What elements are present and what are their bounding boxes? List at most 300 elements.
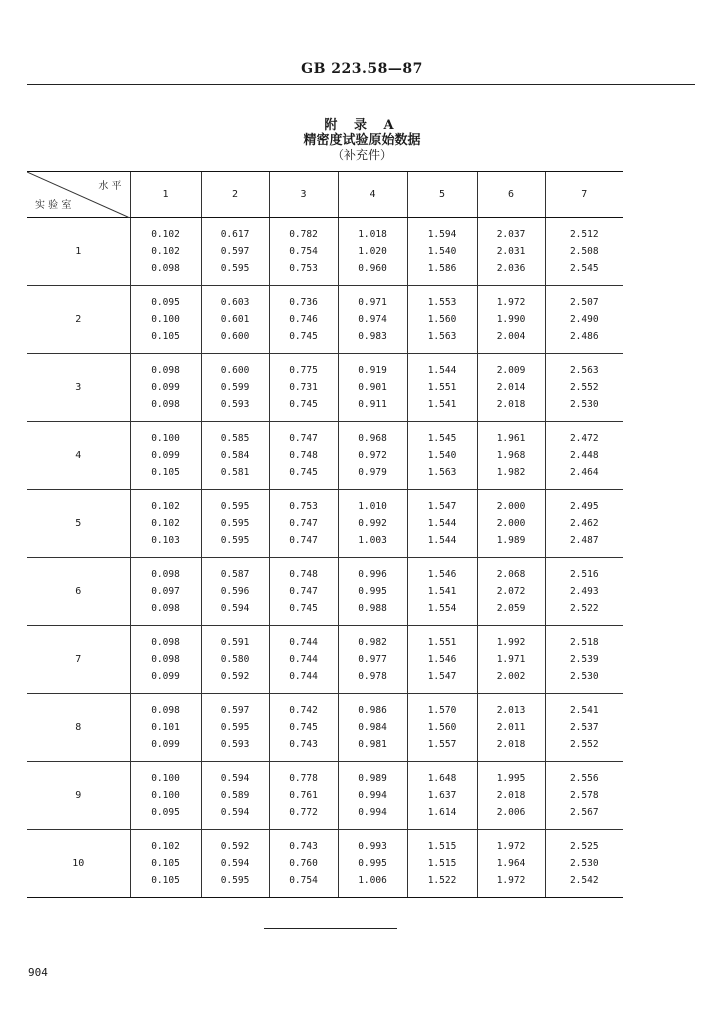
measurement-value: 2.541 bbox=[569, 705, 599, 716]
data-cell bbox=[269, 422, 338, 490]
measurement-value: 2.472 bbox=[569, 433, 599, 444]
measurement-value: 1.972 bbox=[496, 841, 526, 852]
measurement-value: 1.961 bbox=[496, 433, 526, 444]
data-cell bbox=[407, 762, 477, 830]
data-cell bbox=[477, 286, 545, 354]
measurement-value: 1.540 bbox=[427, 246, 457, 257]
measurement-value: 0.754 bbox=[289, 246, 318, 257]
measurement-value: 0.772 bbox=[289, 807, 318, 818]
measurement-value: 1.570 bbox=[427, 705, 457, 716]
measurement-value: 0.095 bbox=[151, 807, 180, 818]
measurement-value: 0.746 bbox=[289, 314, 318, 325]
measurement-value: 0.745 bbox=[289, 399, 318, 410]
lab-number: 5 bbox=[27, 490, 130, 558]
measurement-value: 0.595 bbox=[220, 518, 250, 529]
measurement-value: 0.098 bbox=[151, 705, 180, 716]
measurement-value: 0.594 bbox=[220, 807, 250, 818]
measurement-value: 1.553 bbox=[427, 297, 457, 308]
measurement-value: 2.036 bbox=[496, 263, 526, 274]
data-cell bbox=[201, 558, 269, 626]
measurement-value: 0.993 bbox=[358, 841, 387, 852]
measurement-value: 0.988 bbox=[358, 603, 387, 614]
measurement-value: 1.648 bbox=[427, 773, 457, 784]
data-cell bbox=[201, 490, 269, 558]
measurement-value: 1.995 bbox=[496, 773, 526, 784]
column-header-7: 7 bbox=[545, 172, 623, 218]
measurement-value: 0.761 bbox=[289, 790, 318, 801]
measurement-value: 0.105 bbox=[151, 331, 180, 342]
table-row bbox=[27, 490, 623, 558]
data-cell bbox=[477, 490, 545, 558]
measurement-value: 1.551 bbox=[427, 382, 457, 393]
lab-number: 9 bbox=[27, 762, 130, 830]
data-cell bbox=[130, 218, 201, 286]
measurement-value: 0.102 bbox=[151, 501, 180, 512]
data-cell bbox=[407, 830, 477, 898]
measurement-value: 2.031 bbox=[496, 246, 526, 257]
table-row bbox=[27, 694, 623, 762]
measurement-value: 1.972 bbox=[496, 875, 526, 886]
appendix-title-block bbox=[0, 118, 724, 163]
data-cell bbox=[130, 490, 201, 558]
measurement-value: 1.540 bbox=[427, 450, 457, 461]
data-cell bbox=[201, 694, 269, 762]
measurement-value: 1.547 bbox=[427, 501, 457, 512]
data-cell bbox=[545, 354, 623, 422]
measurement-value: 1.964 bbox=[496, 858, 526, 869]
data-cell bbox=[545, 830, 623, 898]
measurement-value: 1.614 bbox=[427, 807, 457, 818]
data-cell bbox=[545, 694, 623, 762]
data-cell bbox=[407, 626, 477, 694]
measurement-value: 0.095 bbox=[151, 297, 180, 308]
measurement-value: 0.747 bbox=[289, 586, 318, 597]
appendix-label: 附 录 A bbox=[324, 118, 400, 133]
measurement-value: 0.744 bbox=[289, 637, 318, 648]
measurement-value: 0.595 bbox=[220, 501, 250, 512]
measurement-value: 0.743 bbox=[289, 739, 318, 750]
measurement-value: 1.515 bbox=[427, 858, 457, 869]
column-header-1: 1 bbox=[130, 172, 201, 218]
measurement-value: 0.754 bbox=[289, 875, 318, 886]
measurement-value: 2.068 bbox=[496, 569, 526, 580]
measurement-value: 0.747 bbox=[289, 535, 318, 546]
measurement-value: 0.984 bbox=[358, 722, 387, 733]
measurement-value: 2.522 bbox=[569, 603, 599, 614]
data-cell bbox=[407, 422, 477, 490]
measurement-value: 1.541 bbox=[427, 586, 457, 597]
measurement-value: 2.013 bbox=[496, 705, 526, 716]
measurement-value: 0.992 bbox=[358, 518, 387, 529]
column-header-5: 5 bbox=[407, 172, 477, 218]
table-row bbox=[27, 830, 623, 898]
measurement-value: 2.464 bbox=[569, 467, 599, 478]
measurement-value: 1.551 bbox=[427, 637, 457, 648]
measurement-value: 0.100 bbox=[151, 773, 180, 784]
measurement-value: 0.592 bbox=[220, 671, 250, 682]
measurement-value: 1.554 bbox=[427, 603, 457, 614]
table-row bbox=[27, 218, 623, 286]
measurement-value: 2.462 bbox=[569, 518, 599, 529]
measurement-value: 0.983 bbox=[358, 331, 387, 342]
measurement-value: 0.593 bbox=[220, 399, 250, 410]
data-cell bbox=[407, 354, 477, 422]
measurement-value: 0.099 bbox=[151, 671, 180, 682]
measurement-value: 0.745 bbox=[289, 467, 318, 478]
measurement-value: 0.600 bbox=[220, 365, 250, 376]
data-cell bbox=[338, 626, 407, 694]
measurement-value: 0.593 bbox=[220, 739, 250, 750]
standard-code: GB 223.58—87 bbox=[301, 61, 423, 77]
measurement-value: 1.546 bbox=[427, 569, 457, 580]
measurement-value: 1.018 bbox=[358, 229, 387, 240]
data-cell bbox=[269, 694, 338, 762]
data-cell bbox=[130, 694, 201, 762]
measurement-value: 0.747 bbox=[289, 433, 318, 444]
measurement-value: 0.105 bbox=[151, 858, 180, 869]
measurement-value: 1.522 bbox=[427, 875, 457, 886]
measurement-value: 2.552 bbox=[569, 382, 599, 393]
data-cell bbox=[545, 762, 623, 830]
measurement-value: 2.545 bbox=[569, 263, 599, 274]
data-cell bbox=[477, 626, 545, 694]
data-cell bbox=[477, 762, 545, 830]
measurement-value: 0.753 bbox=[289, 501, 318, 512]
measurement-value: 0.978 bbox=[358, 671, 387, 682]
column-header-2: 2 bbox=[201, 172, 269, 218]
measurement-value: 2.004 bbox=[496, 331, 526, 342]
lab-number: 6 bbox=[27, 558, 130, 626]
column-header-3: 3 bbox=[269, 172, 338, 218]
measurement-value: 1.594 bbox=[427, 229, 457, 240]
data-cell bbox=[269, 626, 338, 694]
measurement-value: 2.537 bbox=[569, 722, 599, 733]
lab-number: 10 bbox=[27, 830, 130, 898]
measurement-value: 0.778 bbox=[289, 773, 318, 784]
measurement-value: 1.560 bbox=[427, 722, 457, 733]
measurement-value: 2.525 bbox=[569, 841, 599, 852]
table-body bbox=[27, 218, 623, 898]
measurement-value: 2.542 bbox=[569, 875, 599, 886]
column-header-4: 4 bbox=[338, 172, 407, 218]
measurement-value: 2.539 bbox=[569, 654, 599, 665]
measurement-value: 0.599 bbox=[220, 382, 250, 393]
table-corner-cell bbox=[27, 172, 130, 218]
measurement-value: 2.518 bbox=[569, 637, 599, 648]
data-cell bbox=[545, 422, 623, 490]
measurement-value: 0.901 bbox=[358, 382, 387, 393]
data-cell bbox=[130, 422, 201, 490]
measurement-value: 1.544 bbox=[427, 518, 457, 529]
lab-number: 3 bbox=[27, 354, 130, 422]
measurement-value: 2.508 bbox=[569, 246, 599, 257]
table-header-row bbox=[27, 172, 623, 218]
measurement-value: 0.098 bbox=[151, 263, 180, 274]
data-cell bbox=[269, 762, 338, 830]
measurement-value: 2.530 bbox=[569, 399, 599, 410]
data-cell bbox=[269, 558, 338, 626]
measurement-value: 2.490 bbox=[569, 314, 599, 325]
measurement-value: 1.515 bbox=[427, 841, 457, 852]
measurement-value: 1.006 bbox=[358, 875, 387, 886]
header-rule bbox=[27, 84, 695, 85]
measurement-value: 1.547 bbox=[427, 671, 457, 682]
measurement-value: 0.745 bbox=[289, 603, 318, 614]
measurement-value: 0.747 bbox=[289, 518, 318, 529]
measurement-value: 0.100 bbox=[151, 790, 180, 801]
measurement-value: 0.102 bbox=[151, 229, 180, 240]
measurement-value: 0.736 bbox=[289, 297, 318, 308]
measurement-value: 1.563 bbox=[427, 331, 457, 342]
table-row bbox=[27, 762, 623, 830]
data-cell bbox=[338, 694, 407, 762]
data-cell bbox=[338, 354, 407, 422]
measurement-value: 0.584 bbox=[220, 450, 250, 461]
measurement-value: 0.996 bbox=[358, 569, 387, 580]
data-cell bbox=[545, 558, 623, 626]
data-cell bbox=[130, 626, 201, 694]
table-row bbox=[27, 626, 623, 694]
data-cell bbox=[338, 286, 407, 354]
measurement-value: 2.530 bbox=[569, 671, 599, 682]
measurement-value: 2.006 bbox=[496, 807, 526, 818]
measurement-value: 0.098 bbox=[151, 365, 180, 376]
measurement-value: 2.018 bbox=[496, 790, 526, 801]
measurement-value: 2.556 bbox=[569, 773, 599, 784]
measurement-value: 1.003 bbox=[358, 535, 387, 546]
data-cell bbox=[201, 762, 269, 830]
page-number: 904 bbox=[28, 966, 48, 979]
measurement-value: 0.581 bbox=[220, 467, 250, 478]
measurement-value: 0.979 bbox=[358, 467, 387, 478]
table-row bbox=[27, 422, 623, 490]
measurement-value: 0.585 bbox=[220, 433, 250, 444]
measurement-value: 0.099 bbox=[151, 739, 180, 750]
measurement-value: 0.748 bbox=[289, 450, 318, 461]
data-cell bbox=[130, 558, 201, 626]
measurement-value: 0.911 bbox=[358, 399, 387, 410]
measurement-value: 2.507 bbox=[569, 297, 599, 308]
data-cell bbox=[338, 218, 407, 286]
measurement-value: 2.552 bbox=[569, 739, 599, 750]
data-cell bbox=[477, 218, 545, 286]
lab-number: 8 bbox=[27, 694, 130, 762]
measurement-value: 0.982 bbox=[358, 637, 387, 648]
measurement-value: 0.591 bbox=[220, 637, 250, 648]
measurement-value: 0.603 bbox=[220, 297, 250, 308]
measurement-value: 2.014 bbox=[496, 382, 526, 393]
measurement-value: 0.105 bbox=[151, 875, 180, 886]
data-cell bbox=[407, 490, 477, 558]
measurement-value: 1.990 bbox=[496, 314, 526, 325]
data-cell bbox=[338, 830, 407, 898]
table-row bbox=[27, 286, 623, 354]
measurement-value: 0.103 bbox=[151, 535, 180, 546]
lab-number: 1 bbox=[27, 218, 130, 286]
measurement-value: 0.919 bbox=[358, 365, 387, 376]
measurement-value: 1.541 bbox=[427, 399, 457, 410]
precision-data-table bbox=[27, 171, 623, 898]
measurement-value: 0.994 bbox=[358, 790, 387, 801]
data-cell bbox=[201, 830, 269, 898]
measurement-value: 0.995 bbox=[358, 858, 387, 869]
measurement-value: 1.971 bbox=[496, 654, 526, 665]
measurement-value: 0.977 bbox=[358, 654, 387, 665]
measurement-value: 0.597 bbox=[220, 705, 250, 716]
data-cell bbox=[201, 286, 269, 354]
data-cell bbox=[338, 762, 407, 830]
measurement-value: 0.981 bbox=[358, 739, 387, 750]
table-row bbox=[27, 354, 623, 422]
measurement-value: 0.744 bbox=[289, 654, 318, 665]
data-cell bbox=[477, 694, 545, 762]
measurement-value: 0.742 bbox=[289, 705, 318, 716]
measurement-value: 0.601 bbox=[220, 314, 250, 325]
measurement-value: 0.580 bbox=[220, 654, 250, 665]
measurement-value: 2.512 bbox=[569, 229, 599, 240]
data-cell bbox=[269, 490, 338, 558]
data-cell bbox=[545, 286, 623, 354]
measurement-value: 0.099 bbox=[151, 450, 180, 461]
data-cell bbox=[201, 626, 269, 694]
data-cell bbox=[130, 762, 201, 830]
measurement-value: 0.974 bbox=[358, 314, 387, 325]
measurement-value: 2.448 bbox=[569, 450, 599, 461]
measurement-value: 0.097 bbox=[151, 586, 180, 597]
measurement-value: 0.597 bbox=[220, 246, 250, 257]
measurement-value: 0.589 bbox=[220, 790, 250, 801]
measurement-value: 0.753 bbox=[289, 263, 318, 274]
measurement-value: 1.586 bbox=[427, 263, 457, 274]
measurement-value: 0.995 bbox=[358, 586, 387, 597]
measurement-value: 1.560 bbox=[427, 314, 457, 325]
measurement-value: 0.100 bbox=[151, 433, 180, 444]
data-cell bbox=[130, 286, 201, 354]
measurement-value: 2.000 bbox=[496, 501, 526, 512]
measurement-value: 1.545 bbox=[427, 433, 457, 444]
measurement-value: 0.102 bbox=[151, 841, 180, 852]
measurement-value: 2.495 bbox=[569, 501, 599, 512]
measurement-value: 0.782 bbox=[289, 229, 318, 240]
measurement-value: 0.600 bbox=[220, 331, 250, 342]
measurement-value: 0.102 bbox=[151, 246, 180, 257]
data-cell bbox=[338, 558, 407, 626]
data-cell bbox=[477, 354, 545, 422]
measurement-value: 0.595 bbox=[220, 722, 250, 733]
measurement-value: 2.530 bbox=[569, 858, 599, 869]
measurement-value: 2.072 bbox=[496, 586, 526, 597]
measurement-value: 0.595 bbox=[220, 535, 250, 546]
measurement-value: 2.018 bbox=[496, 399, 526, 410]
measurement-value: 1.563 bbox=[427, 467, 457, 478]
measurement-value: 0.594 bbox=[220, 858, 250, 869]
appendix-note: （补充件） bbox=[331, 148, 392, 162]
corner-lab-label: 实 验 室 bbox=[35, 200, 72, 211]
measurement-value: 0.986 bbox=[358, 705, 387, 716]
measurement-value: 1.982 bbox=[496, 467, 526, 478]
data-cell bbox=[130, 830, 201, 898]
data-cell bbox=[269, 830, 338, 898]
measurement-value: 1.010 bbox=[358, 501, 387, 512]
measurement-value: 0.960 bbox=[358, 263, 387, 274]
measurement-value: 0.098 bbox=[151, 603, 180, 614]
lab-number: 7 bbox=[27, 626, 130, 694]
measurement-value: 0.595 bbox=[220, 875, 250, 886]
measurement-value: 1.020 bbox=[358, 246, 387, 257]
measurement-value: 0.760 bbox=[289, 858, 318, 869]
footer-rule bbox=[264, 928, 397, 929]
measurement-value: 0.594 bbox=[220, 773, 250, 784]
data-cell bbox=[269, 354, 338, 422]
measurement-value: 2.002 bbox=[496, 671, 526, 682]
measurement-value: 2.563 bbox=[569, 365, 599, 376]
measurement-value: 1.557 bbox=[427, 739, 457, 750]
data-cell bbox=[269, 286, 338, 354]
measurement-value: 2.567 bbox=[569, 807, 599, 818]
data-cell bbox=[477, 558, 545, 626]
data-cell bbox=[477, 422, 545, 490]
measurement-value: 2.000 bbox=[496, 518, 526, 529]
measurement-value: 2.486 bbox=[569, 331, 599, 342]
measurement-value: 0.587 bbox=[220, 569, 250, 580]
measurement-value: 2.578 bbox=[569, 790, 599, 801]
measurement-value: 0.775 bbox=[289, 365, 318, 376]
measurement-value: 1.992 bbox=[496, 637, 526, 648]
data-cell bbox=[338, 490, 407, 558]
measurement-value: 0.596 bbox=[220, 586, 250, 597]
measurement-value: 1.968 bbox=[496, 450, 526, 461]
table-row bbox=[27, 558, 623, 626]
measurement-value: 2.011 bbox=[496, 722, 526, 733]
data-cell bbox=[201, 354, 269, 422]
data-cell bbox=[338, 422, 407, 490]
measurement-value: 2.059 bbox=[496, 603, 526, 614]
measurement-value: 2.487 bbox=[569, 535, 599, 546]
measurement-value: 0.100 bbox=[151, 314, 180, 325]
measurement-value: 1.972 bbox=[496, 297, 526, 308]
measurement-value: 2.037 bbox=[496, 229, 526, 240]
data-cell bbox=[545, 490, 623, 558]
measurement-value: 0.594 bbox=[220, 603, 250, 614]
measurement-value: 2.493 bbox=[569, 586, 599, 597]
measurement-value: 0.744 bbox=[289, 671, 318, 682]
data-cell bbox=[477, 830, 545, 898]
measurement-value: 0.098 bbox=[151, 569, 180, 580]
measurement-value: 0.743 bbox=[289, 841, 318, 852]
measurement-value: 1.544 bbox=[427, 365, 457, 376]
measurement-value: 0.101 bbox=[151, 722, 180, 733]
measurement-value: 0.098 bbox=[151, 399, 180, 410]
measurement-value: 0.098 bbox=[151, 637, 180, 648]
corner-level-label: 水 平 bbox=[98, 181, 122, 192]
appendix-title: 精密度试验原始数据 bbox=[303, 133, 421, 148]
measurement-value: 0.748 bbox=[289, 569, 318, 580]
measurement-value: 2.009 bbox=[496, 365, 526, 376]
data-cell bbox=[201, 218, 269, 286]
measurement-value: 0.105 bbox=[151, 467, 180, 478]
measurement-value: 1.544 bbox=[427, 535, 457, 546]
measurement-value: 0.994 bbox=[358, 807, 387, 818]
data-cell bbox=[545, 626, 623, 694]
data-cell bbox=[269, 218, 338, 286]
measurement-value: 2.018 bbox=[496, 739, 526, 750]
data-cell bbox=[545, 218, 623, 286]
data-cell bbox=[201, 422, 269, 490]
measurement-value: 0.971 bbox=[358, 297, 387, 308]
data-cell bbox=[407, 558, 477, 626]
measurement-value: 0.617 bbox=[220, 229, 250, 240]
measurement-value: 0.595 bbox=[220, 263, 250, 274]
